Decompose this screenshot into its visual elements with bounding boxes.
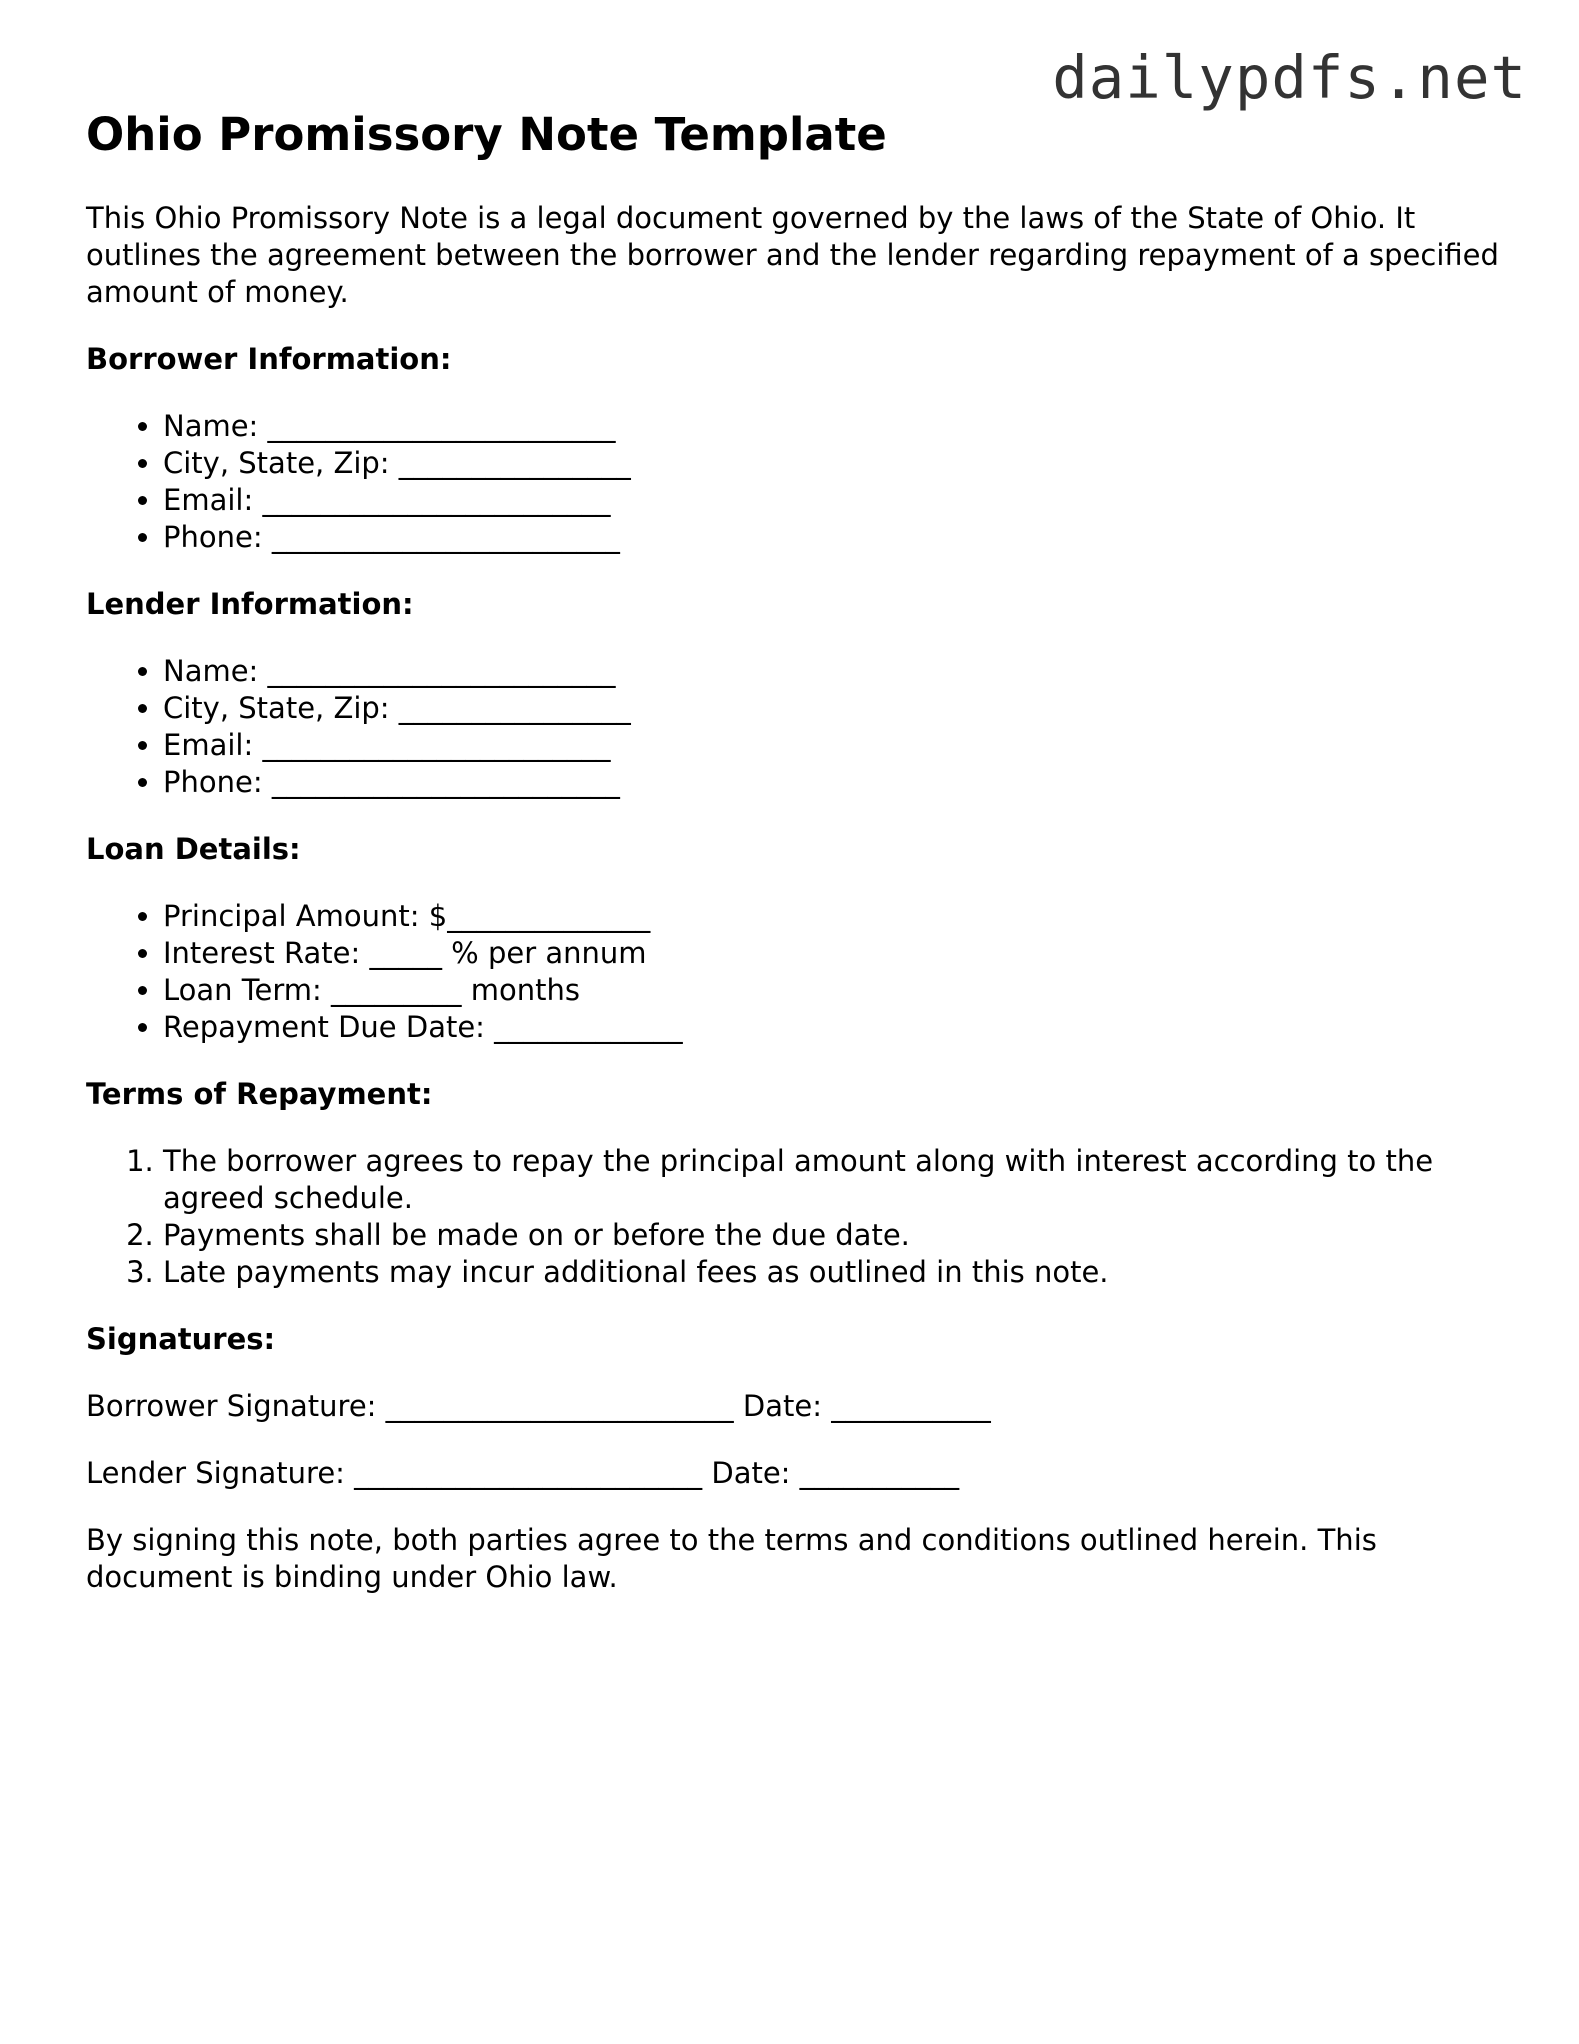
borrower-signature-line: Borrower Signature: ________________________ Date: ___________ <box>86 1389 991 1423</box>
borrower-list <box>86 408 1506 556</box>
intro-paragraph: This Ohio Promissory Note is a legal document governed by the laws of the State of Ohio. It outlines the agreement between the borrower and the lender regarding repayment of a specified amount of money. <box>86 201 1499 309</box>
loan-term-field: • Loan Term: _________ months <box>163 972 1506 1009</box>
repayment-due-date-field: • Repayment Due Date: _____________ <box>163 1009 1506 1046</box>
signatures-heading: Signatures: <box>86 1322 276 1356</box>
lender-list <box>86 653 1506 801</box>
terms-heading: Terms of Repayment: <box>86 1077 433 1111</box>
watermark: dailypdfs.net <box>1052 43 1527 112</box>
borrower-city-state-zip-field: • City, State, Zip: ________________ <box>163 445 1506 482</box>
principal-amount-field: • Principal Amount: $______________ <box>163 898 1506 935</box>
borrower-name-field: • Name: ________________________ <box>163 408 1506 445</box>
lender-phone-field: • Phone: ________________________ <box>163 764 1506 801</box>
interest-rate-field: • Interest Rate: _____ % per annum <box>163 935 1506 972</box>
borrower-phone-field: • Phone: ________________________ <box>163 519 1506 556</box>
lender-heading: Lender Information: <box>86 587 414 621</box>
lender-signature-line: Lender Signature: ________________________ Date: ___________ <box>86 1456 960 1490</box>
closing-paragraph: By signing this note, both parties agree to the terms and conditions outlined herein. This document is binding under Ohio law. <box>86 1523 1377 1594</box>
loan-details-list <box>86 898 1506 1046</box>
terms-list <box>86 1143 1506 1291</box>
borrower-email-field: • Email: ________________________ <box>163 482 1506 519</box>
loan-details-heading: Loan Details: <box>86 832 301 866</box>
lender-name-field: • Name: ________________________ <box>163 653 1506 690</box>
lender-email-field: • Email: ________________________ <box>163 727 1506 764</box>
term-item: 2. Payments shall be made on or before the due date. <box>163 1217 1506 1254</box>
document-body <box>86 108 1506 1596</box>
lender-city-state-zip-field: • City, State, Zip: ________________ <box>163 690 1506 727</box>
term-item: 3. Late payments may incur additional fees as outlined in this note. <box>163 1254 1506 1291</box>
borrower-heading: Borrower Information: <box>86 342 452 376</box>
page-title: Ohio Promissory Note Template <box>86 108 887 161</box>
term-item: 1. The borrower agrees to repay the principal amount along with interest according to the agreed schedule. <box>163 1143 1506 1217</box>
